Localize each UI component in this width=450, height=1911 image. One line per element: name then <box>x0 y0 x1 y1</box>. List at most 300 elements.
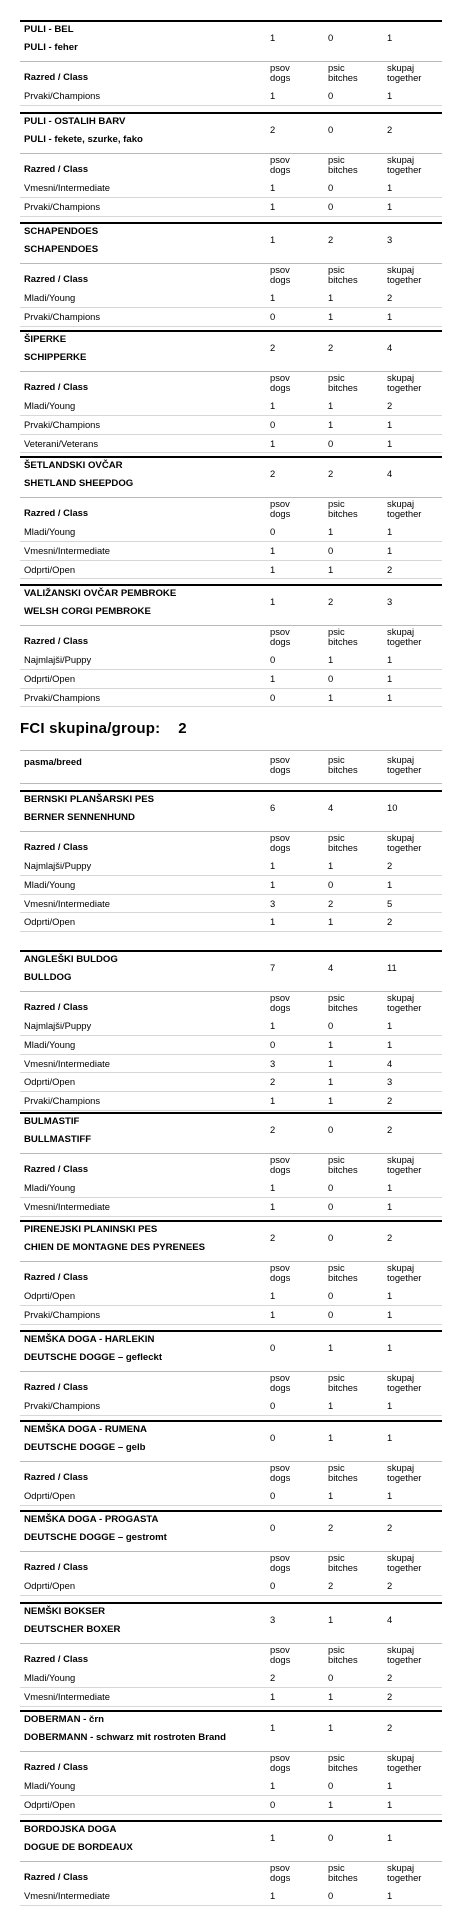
class-row <box>20 876 442 895</box>
class-bitches: 1 <box>328 1076 334 1088</box>
class-dogs: 1 <box>270 292 276 303</box>
class-dogs: 1 <box>270 878 276 890</box>
class-name: Prvaki/Champions <box>24 1400 101 1411</box>
class-dogs: 0 <box>270 654 276 665</box>
class-name: Odprti/Open <box>24 1076 76 1088</box>
breed-title-row <box>20 584 442 626</box>
class-dogs: 1 <box>270 437 276 449</box>
breed-title-row <box>20 1220 442 1262</box>
together-header: skupaj together <box>387 626 422 647</box>
class-together: 1 <box>387 1308 393 1320</box>
breed-block <box>20 1510 442 1596</box>
class-together: 5 <box>387 897 393 909</box>
class-bitches: 0 <box>328 1308 334 1320</box>
total-together: 4 <box>387 342 393 353</box>
class-dogs: 0 <box>270 1038 276 1050</box>
class-header-row <box>20 1552 442 1577</box>
total-dogs: 0 <box>270 1432 276 1443</box>
total-together: 1 <box>387 32 393 43</box>
class-bitches: 1 <box>328 1057 334 1069</box>
class-row <box>20 1073 442 1092</box>
class-dogs: 1 <box>270 672 276 684</box>
class-together: 1 <box>387 1038 393 1050</box>
class-bitches: 0 <box>328 878 334 890</box>
class-together: 4 <box>387 1057 393 1069</box>
class-row <box>20 542 442 561</box>
group-heading-label: FCI skupina/group: <box>20 720 161 737</box>
together-header: skupaj together <box>387 1372 422 1393</box>
together-header: skupaj together <box>387 1862 422 1883</box>
total-together: 1 <box>387 1342 393 1353</box>
class-together: 1 <box>387 691 393 703</box>
total-together: 2 <box>387 1522 393 1533</box>
bitches-header: psic bitches <box>328 754 358 775</box>
class-name: Prvaki/Champions <box>24 200 101 212</box>
class-dogs: 1 <box>270 916 276 928</box>
breed-name-original: CHIEN DE MONTAGNE DES PYRENEES <box>24 1242 206 1253</box>
dogs-header: psov dogs <box>270 1262 291 1283</box>
class-name: Prvaki/Champions <box>24 418 101 430</box>
class-together: 1 <box>387 182 393 193</box>
breed-name-local: ANGLEŠKI BULDOG <box>24 954 118 965</box>
breed-name-local: PIRENEJSKI PLANINSKI PES <box>24 1224 158 1235</box>
class-name: Mladi/Young <box>24 1182 76 1193</box>
dogs-header: psov dogs <box>270 1862 291 1883</box>
class-dogs: 1 <box>270 1690 276 1702</box>
class-dogs: 1 <box>270 860 276 871</box>
together-header: skupaj together <box>387 1262 422 1283</box>
total-dogs: 6 <box>270 802 276 813</box>
class-name: Prvaki/Champions <box>24 1308 101 1320</box>
class-together: 1 <box>387 1780 393 1791</box>
total-bitches: 2 <box>328 596 334 607</box>
breed-block <box>20 1112 442 1217</box>
class-name: Prvaki/Champions <box>24 310 101 322</box>
class-row <box>20 1287 442 1306</box>
breed-name-local: PULI - OSTALIH BARV <box>24 116 126 127</box>
class-row <box>20 289 442 308</box>
total-together: 1 <box>387 1432 393 1443</box>
class-row <box>20 435 442 454</box>
class-together: 2 <box>387 563 393 575</box>
class-row <box>20 670 442 689</box>
breed-name-original: BERNER SENNENHUND <box>24 812 135 823</box>
class-row <box>20 1577 442 1596</box>
class-row <box>20 198 442 217</box>
total-bitches: 4 <box>328 962 334 973</box>
together-header: skupaj together <box>387 754 422 775</box>
class-dogs: 0 <box>270 1490 276 1501</box>
total-together: 2 <box>387 124 393 135</box>
dogs-header: psov dogs <box>270 62 291 83</box>
class-header-row <box>20 626 442 651</box>
total-bitches: 1 <box>328 1342 334 1353</box>
class-bitches: 1 <box>328 563 334 575</box>
breed-title-row <box>20 1420 442 1462</box>
breed-name-local: BULMASTIF <box>24 1116 80 1127</box>
class-bitches: 1 <box>328 691 334 703</box>
class-name: Veterani/Veterans <box>24 437 99 449</box>
total-together: 10 <box>387 802 398 813</box>
breed-name-local: BORDOJSKA DOGA <box>24 1824 117 1835</box>
total-dogs: 3 <box>270 1614 276 1625</box>
total-bitches: 0 <box>328 1832 334 1843</box>
total-bitches: 1 <box>328 1432 334 1443</box>
breed-block <box>20 112 442 217</box>
class-header-label: Razred / Class <box>24 1381 89 1392</box>
class-header-row <box>20 62 442 87</box>
bitches-header: psic bitches <box>328 1552 358 1573</box>
class-header-label: Razred / Class <box>24 71 89 82</box>
bitches-header: psic bitches <box>328 1862 358 1883</box>
class-bitches: 0 <box>328 182 334 193</box>
class-name: Odprti/Open <box>24 1798 76 1810</box>
class-row <box>20 1017 442 1036</box>
breed-block <box>20 222 442 327</box>
class-together: 2 <box>387 292 393 303</box>
bitches-header: psic bitches <box>328 1262 358 1283</box>
total-dogs: 2 <box>270 124 276 135</box>
together-header: skupaj together <box>387 1462 422 1483</box>
breed-title-row <box>20 222 442 264</box>
class-together: 1 <box>387 1020 393 1031</box>
class-row <box>20 913 442 932</box>
breed-name-original: SHETLAND SHEEPDOG <box>24 478 134 489</box>
breed-name-original: WELSH CORGI PEMBROKE <box>24 606 151 617</box>
class-name: Mladi/Young <box>24 878 76 890</box>
class-row <box>20 651 442 670</box>
together-header: skupaj together <box>387 1552 422 1573</box>
breed-name-original: DEUTSCHE DOGGE – gefleckt <box>24 1352 163 1363</box>
class-name: Vmesni/Intermediate <box>24 897 110 909</box>
class-header-label: Razred / Class <box>24 163 89 174</box>
total-bitches: 2 <box>328 468 334 479</box>
class-header-row <box>20 372 442 397</box>
class-together: 1 <box>387 310 393 322</box>
breed-name-original: BULLDOG <box>24 972 72 983</box>
class-together: 1 <box>387 1400 393 1411</box>
class-together: 1 <box>387 90 393 101</box>
class-bitches: 1 <box>328 418 334 430</box>
breed-name-local: ŠIPERKE <box>24 334 67 345</box>
bitches-header: psic bitches <box>328 992 358 1013</box>
total-bitches: 2 <box>328 234 334 245</box>
bitches-header: psic bitches <box>328 1372 358 1393</box>
class-name: Odprti/Open <box>24 563 76 575</box>
together-header: skupaj together <box>387 1644 422 1665</box>
breed-block <box>20 330 442 453</box>
total-bitches: 0 <box>328 1232 334 1243</box>
class-row <box>20 1092 442 1111</box>
class-dogs: 0 <box>270 526 276 537</box>
class-name: Vmesni/Intermediate <box>24 1200 110 1212</box>
class-name: Najmlajši/Puppy <box>24 654 92 665</box>
class-row <box>20 1796 442 1815</box>
bitches-header: psic bitches <box>328 372 358 393</box>
class-name: Mladi/Young <box>24 1672 76 1683</box>
class-header-row <box>20 498 442 523</box>
class-bitches: 1 <box>328 654 334 665</box>
class-together: 1 <box>387 526 393 537</box>
bitches-header: psic bitches <box>328 626 358 647</box>
class-bitches: 0 <box>328 1020 334 1031</box>
class-together: 1 <box>387 1490 393 1501</box>
together-header: skupaj together <box>387 1154 422 1175</box>
dogs-header: psov dogs <box>270 264 291 285</box>
class-header-row <box>20 264 442 289</box>
breed-title-row <box>20 790 442 832</box>
dogs-header: psov dogs <box>270 626 291 647</box>
class-bitches: 1 <box>328 310 334 322</box>
breed-title-row <box>20 950 442 992</box>
breed-block <box>20 1220 442 1325</box>
class-row <box>20 1306 442 1325</box>
total-bitches: 2 <box>328 342 334 353</box>
class-dogs: 2 <box>270 1076 276 1088</box>
breed-title-row <box>20 456 442 498</box>
breed-name-original: PULI - fekete, szurke, fako <box>24 134 143 145</box>
bitches-header: psic bitches <box>328 62 358 83</box>
class-name: Najmlajši/Puppy <box>24 1020 92 1031</box>
class-together: 2 <box>387 1672 393 1683</box>
total-together: 3 <box>387 596 393 607</box>
total-together: 2 <box>387 1124 393 1135</box>
breed-name-local: NEMŠKA DOGA - PROGASTA <box>24 1514 159 1525</box>
breed-block <box>20 1420 442 1506</box>
total-dogs: 7 <box>270 962 276 973</box>
breed-block <box>20 1602 442 1707</box>
class-together: 1 <box>387 418 393 430</box>
class-together: 1 <box>387 878 393 890</box>
class-bitches: 1 <box>328 1690 334 1702</box>
dogs-header: psov dogs <box>270 154 291 175</box>
class-bitches: 0 <box>328 1290 334 1301</box>
dogs-header: psov dogs <box>270 1752 291 1773</box>
class-header-label: Razred / Class <box>24 1471 89 1482</box>
breed-name-original: DOBERMANN - schwarz mit rostroten Brand <box>24 1732 227 1743</box>
class-together: 1 <box>387 1182 393 1193</box>
total-together: 2 <box>387 1232 393 1243</box>
class-bitches: 1 <box>328 1400 334 1411</box>
class-bitches: 1 <box>328 1038 334 1050</box>
class-bitches: 1 <box>328 860 334 871</box>
bitches-header: psic bitches <box>328 1752 358 1773</box>
dogs-header: psov dogs <box>270 832 291 853</box>
breed-name-original: PULI - feher <box>24 42 78 53</box>
together-header: skupaj together <box>387 1752 422 1773</box>
together-header: skupaj together <box>387 992 422 1013</box>
breed-title-row <box>20 1330 442 1372</box>
class-name: Mladi/Young <box>24 526 76 537</box>
class-bitches: 2 <box>328 1580 334 1591</box>
class-row <box>20 561 442 580</box>
total-together: 11 <box>387 962 397 973</box>
together-header: skupaj together <box>387 498 422 519</box>
class-header-row <box>20 1862 442 1887</box>
class-name: Odprti/Open <box>24 1580 76 1591</box>
class-together: 1 <box>387 1290 393 1301</box>
class-name: Mladi/Young <box>24 400 76 411</box>
class-name: Vmesni/Intermediate <box>24 544 110 556</box>
class-row <box>20 1179 442 1198</box>
class-dogs: 1 <box>270 1182 276 1193</box>
class-dogs: 3 <box>270 897 276 909</box>
total-dogs: 0 <box>270 1342 276 1353</box>
class-row <box>20 1036 442 1055</box>
class-together: 2 <box>387 1580 393 1591</box>
class-together: 1 <box>387 200 393 212</box>
class-header-label: Razred / Class <box>24 1163 89 1174</box>
class-header-row <box>20 154 442 179</box>
class-bitches: 0 <box>328 200 334 212</box>
breed-block <box>20 1710 442 1815</box>
class-dogs: 1 <box>270 1200 276 1212</box>
breed-block <box>20 1330 442 1416</box>
class-header-label: Razred / Class <box>24 273 89 284</box>
class-bitches: 1 <box>328 916 334 928</box>
class-bitches: 0 <box>328 1200 334 1212</box>
class-together: 2 <box>387 860 393 871</box>
class-row <box>20 308 442 327</box>
breed-name-original: DOGUE DE BORDEAUX <box>24 1842 133 1853</box>
class-dogs: 0 <box>270 1400 276 1411</box>
bitches-header: psic bitches <box>328 264 358 285</box>
class-header-row <box>20 832 442 857</box>
class-row <box>20 179 442 198</box>
class-header-label: Razred / Class <box>24 1561 89 1572</box>
class-together: 1 <box>387 1890 393 1901</box>
total-bitches: 4 <box>328 802 334 813</box>
total-dogs: 2 <box>270 1232 276 1243</box>
class-dogs: 1 <box>270 563 276 575</box>
class-header-row <box>20 1752 442 1777</box>
class-dogs: 1 <box>270 544 276 556</box>
together-header: skupaj together <box>387 154 422 175</box>
together-header: skupaj together <box>387 372 422 393</box>
class-header-row <box>20 992 442 1017</box>
class-name: Vmesni/Intermediate <box>24 1690 110 1702</box>
breed-name-local: PULI - BEL <box>24 24 74 35</box>
total-together: 4 <box>387 1614 393 1625</box>
class-header-row <box>20 1372 442 1397</box>
class-row <box>20 397 442 416</box>
class-header-label: Razred / Class <box>24 381 89 392</box>
breed-title-row <box>20 112 442 154</box>
class-dogs: 3 <box>270 1057 276 1069</box>
breed-name-local: NEMŠKI BOKSER <box>24 1606 106 1617</box>
class-row <box>20 1887 442 1906</box>
breed-name-original: DEUTSCHER BOXER <box>24 1624 121 1635</box>
class-row <box>20 857 442 876</box>
class-bitches: 1 <box>328 526 334 537</box>
breed-block <box>20 790 442 932</box>
group-number: 2 <box>178 720 187 737</box>
class-row <box>20 1397 442 1416</box>
class-name: Prvaki/Champions <box>24 1095 101 1107</box>
class-row <box>20 1688 442 1707</box>
class-row <box>20 1055 442 1074</box>
total-dogs: 1 <box>270 234 276 245</box>
total-dogs: 1 <box>270 1832 276 1843</box>
class-together: 1 <box>387 1798 393 1810</box>
class-dogs: 2 <box>270 1672 276 1683</box>
class-row <box>20 895 442 914</box>
breed-block <box>20 1820 442 1906</box>
total-together: 4 <box>387 468 393 479</box>
total-together: 1 <box>387 1832 393 1843</box>
class-row <box>20 1487 442 1506</box>
class-bitches: 1 <box>328 1490 334 1501</box>
dogs-header: psov dogs <box>270 1552 291 1573</box>
class-bitches: 2 <box>328 897 334 909</box>
class-name: Vmesni/Intermediate <box>24 182 110 193</box>
class-header-label: Razred / Class <box>24 1271 89 1282</box>
class-header-label: Razred / Class <box>24 841 89 852</box>
class-name: Odprti/Open <box>24 916 76 928</box>
together-header: skupaj together <box>387 62 422 83</box>
class-together: 2 <box>387 1690 393 1702</box>
class-dogs: 1 <box>270 182 276 193</box>
class-together: 2 <box>387 1095 393 1107</box>
class-row <box>20 1198 442 1217</box>
class-name: Vmesni/Intermediate <box>24 1057 110 1069</box>
class-bitches: 0 <box>328 672 334 684</box>
breed-title-row <box>20 1820 442 1862</box>
breed-title-row <box>20 330 442 372</box>
dogs-header: psov dogs <box>270 372 291 393</box>
class-dogs: 1 <box>270 1780 276 1791</box>
class-row <box>20 689 442 708</box>
total-dogs: 1 <box>270 596 276 607</box>
breed-block <box>20 950 442 1111</box>
breed-header-label: pasma/breed <box>24 756 82 767</box>
dogs-header: psov dogs <box>270 1644 291 1665</box>
total-dogs: 2 <box>270 342 276 353</box>
class-dogs: 0 <box>270 1580 276 1591</box>
breed-name-original: SCHIPPERKE <box>24 352 87 363</box>
breed-name-local: NEMŠKA DOGA - RUMENA <box>24 1424 147 1435</box>
breed-column-header <box>20 750 442 784</box>
class-bitches: 0 <box>328 544 334 556</box>
total-bitches: 2 <box>328 1522 334 1533</box>
dogs-header: psov dogs <box>270 1154 291 1175</box>
class-header-row <box>20 1462 442 1487</box>
breed-name-local: NEMŠKA DOGA - HARLEKIN <box>24 1334 155 1345</box>
dogs-header: psov dogs <box>270 1462 291 1483</box>
breed-name-original: BULLMASTIFF <box>24 1134 92 1145</box>
total-bitches: 1 <box>328 1722 334 1733</box>
breed-name-local: DOBERMAN - črn <box>24 1714 104 1725</box>
class-dogs: 1 <box>270 1290 276 1301</box>
class-together: 3 <box>387 1076 393 1088</box>
class-row <box>20 1669 442 1688</box>
bitches-header: psic bitches <box>328 1644 358 1665</box>
breed-title-row <box>20 20 442 62</box>
class-name: Mladi/Young <box>24 1038 76 1050</box>
group-heading <box>20 720 187 737</box>
total-dogs: 1 <box>270 1722 276 1733</box>
breed-name-original: DEUTSCHE DOGGE – gestromt <box>24 1532 167 1543</box>
total-together: 3 <box>387 234 393 245</box>
class-dogs: 1 <box>270 1308 276 1320</box>
breed-title-row <box>20 1602 442 1644</box>
breed-block <box>20 584 442 707</box>
class-name: Prvaki/Champions <box>24 691 101 703</box>
dogs-header: psov dogs <box>270 754 291 775</box>
class-name: Mladi/Young <box>24 1780 76 1791</box>
class-header-label: Razred / Class <box>24 1761 89 1772</box>
class-together: 1 <box>387 672 393 684</box>
